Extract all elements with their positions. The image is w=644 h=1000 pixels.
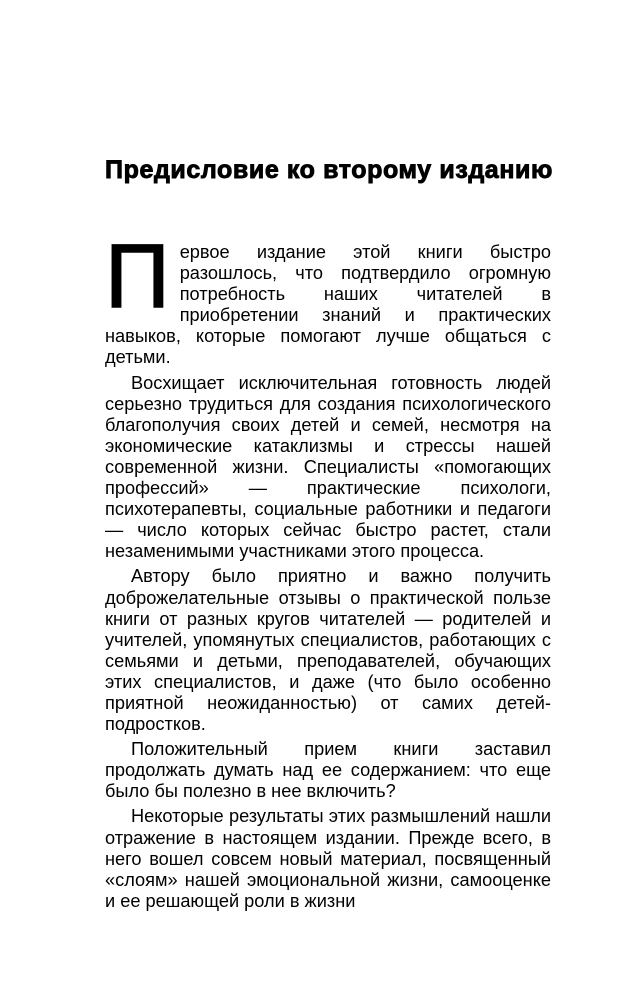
drop-cap: П <box>105 227 170 327</box>
body-text <box>105 227 551 916</box>
paragraph-1-text: ервое издание этой книги быстро разошлось, что подтвердило огромную потребность наших читателей в приобретении знаний и практических навыков, которые помогают лучше общаться с детьми. <box>105 242 551 368</box>
book-page <box>105 0 551 1000</box>
paragraph-5: Некоторые результаты этих размышлений нашли отражение в настоящем издании. Прежде всего, в него вошел совсем новый материал, посвященный «слоям» нашей эмоциональной жизни, самооценке и ее решающей роли в жизни <box>105 806 551 911</box>
paragraph-4: Положительный прием книги заставил продолжать думать над ее содержанием: что еще было бы полезно в нее включить? <box>105 739 551 802</box>
page-title: Предисловие ко второму изданию <box>105 156 553 184</box>
paragraph-2: Восхищает исключительная готовность людей серьезно трудиться для создания психологического благополучия своих детей и семей, несмотря на экономические катаклизмы и стрессы нашей современной жизни. Специалисты «помогающих профессий» — практические психологи, психотерапевты, социальные работники и педагоги — число которых сейчас быстро растет, стали незаменимыми участниками этого процесса. <box>105 372 551 562</box>
paragraph-1 <box>105 227 551 369</box>
paragraph-3: Автору было приятно и важно получить доброжелательные отзывы о практической пользе книги от разных кругов читателей — родителей и учителей, упомянутых специалистов, работающих с семьями и детьми, преподавателей, обучающих этих специалистов, и даже (что было особенно приятной неожиданностью) от самих детей-подростков. <box>105 566 551 735</box>
